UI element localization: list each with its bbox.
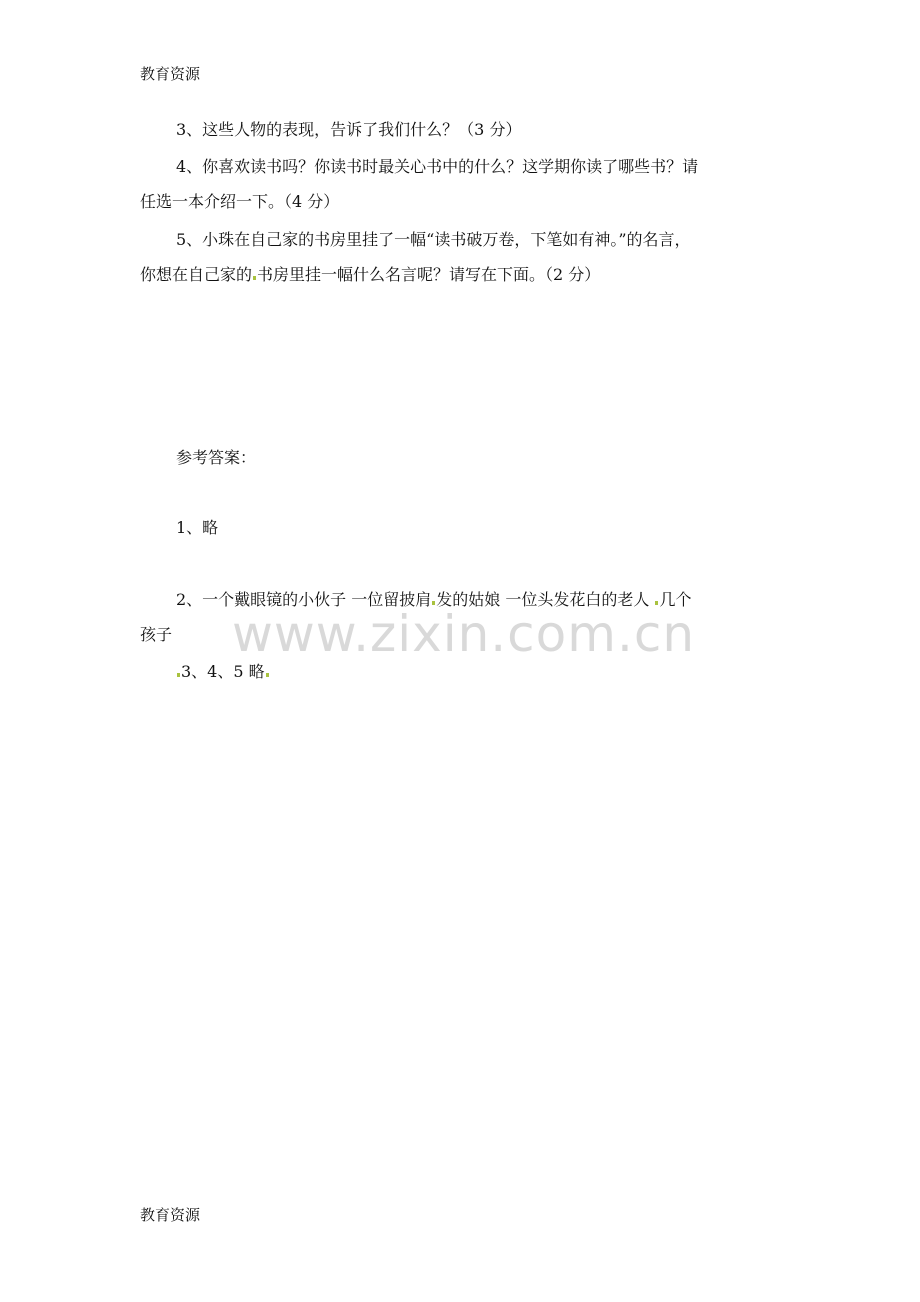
answer-2-segment-2: 发的姑娘 一位头发花白的老人: [436, 590, 655, 609]
answer-3-4-5: [176, 662, 270, 682]
question-5-line-2-end: 书房里挂一幅什么名言呢？请写在下面。（2 分）: [257, 265, 601, 284]
answers-title: 参考答案：: [176, 448, 257, 467]
page-footer: 教育资源: [140, 1206, 201, 1224]
answer-2-line-2: 孩子: [140, 625, 173, 644]
watermark: www.zixin.com.cn: [232, 605, 696, 663]
highlight-mark: [177, 673, 180, 677]
answer-2-segment-3: 几个: [659, 590, 692, 609]
highlight-mark: [266, 673, 269, 677]
answer-2-segment-1: 2、一个戴眼镜的小伙子 一位留披肩: [176, 590, 432, 609]
highlight-mark: [253, 276, 256, 280]
question-5-line-2: [140, 265, 600, 285]
question-3: 3、这些人物的表现，告诉了我们什么？（3 分）: [176, 120, 522, 139]
question-5-line-1: 5、小珠在自己家的书房里挂了一幅“读书破万卷，下笔如有神。”的名言，: [176, 230, 691, 249]
question-4-line-2: 任选一本介绍一下。（4 分）: [140, 192, 340, 211]
question-4-line-1: 4、你喜欢读书吗？你读书时最关心书中的什么？这学期你读了哪些书？请: [176, 157, 699, 176]
question-5-line-2-start: 你想在自己家的: [140, 265, 253, 284]
answer-3-4-5-text: 3、4、5 略: [181, 662, 265, 681]
answer-1: 1、略: [176, 518, 219, 537]
page-header: 教育资源: [140, 65, 201, 83]
